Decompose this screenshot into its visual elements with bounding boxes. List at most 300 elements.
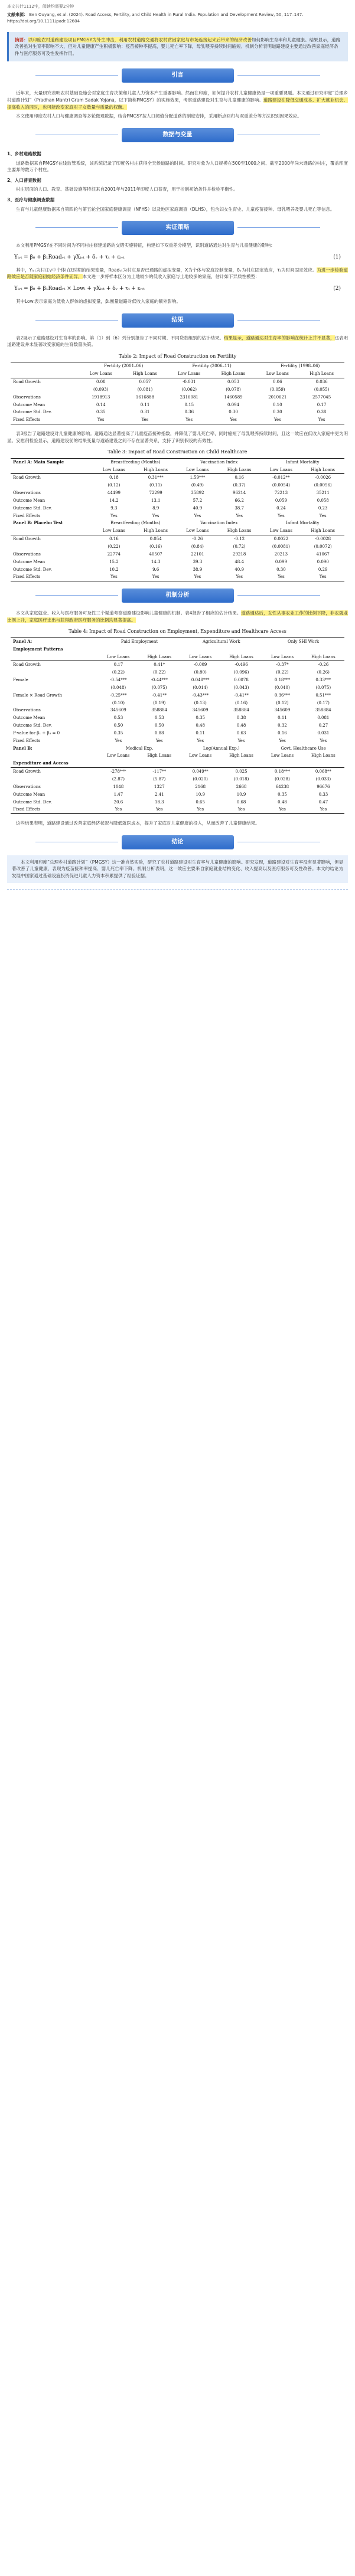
table-cell: (0.028) bbox=[275, 777, 290, 782]
table-group-header: Fertility (2006–11) bbox=[168, 362, 256, 370]
table-row bbox=[11, 416, 344, 424]
table-cell: (0.0081) bbox=[272, 544, 290, 549]
table-cell: 0.06 bbox=[256, 378, 299, 385]
table-se-row bbox=[11, 699, 344, 707]
table-subheader: Low Loans bbox=[102, 528, 125, 534]
table-subheader: High Loans bbox=[221, 371, 246, 377]
table-cell: 0.18*** bbox=[274, 678, 290, 683]
reading-time: 本文共计1112字，阅读约需要2分钟 bbox=[7, 4, 74, 9]
table-cell: 41067 bbox=[316, 551, 330, 557]
table-cell: 9.6 bbox=[152, 567, 159, 572]
table-group-header: Paid Employment bbox=[99, 638, 181, 645]
table-subheader-blank bbox=[11, 752, 99, 760]
table-row-label bbox=[11, 776, 99, 783]
data-subheading-2: 2、人口普查数据 bbox=[7, 177, 41, 183]
table-cell: 0.048*** bbox=[191, 678, 210, 683]
table-cell-blank bbox=[99, 646, 139, 653]
data-paragraph-1: 道路数据来自PMGSY在线监管系统，该系统记录了印度各村庄获得全天候道路的时间。研究对象为人口规模在500至1000之间、截至2000年尚未通路的村庄，覆盖印度主要邦的数万个村庄。 bbox=[7, 160, 348, 173]
table-cell: 0.23 bbox=[318, 505, 328, 511]
table-row bbox=[11, 558, 344, 566]
table-cell: Yes bbox=[152, 513, 159, 518]
table-cell: (0.033) bbox=[315, 777, 331, 782]
table-row-label: Fixed Effects bbox=[13, 738, 41, 743]
table-group-header-row bbox=[11, 745, 344, 753]
table-cell: (0.096) bbox=[233, 670, 249, 675]
table-row bbox=[11, 768, 344, 776]
table-cell: 96214 bbox=[233, 491, 246, 496]
table-cell: (0.22) bbox=[112, 670, 125, 675]
table-cell: (0.11) bbox=[149, 483, 162, 488]
table-cell: 72299 bbox=[149, 491, 162, 496]
table-cell: 0.35 bbox=[113, 730, 123, 735]
table-cell-blank bbox=[220, 760, 262, 767]
table-cell-blank bbox=[138, 760, 180, 767]
table-cell: Yes bbox=[237, 738, 245, 743]
table-cell: 0.68 bbox=[236, 799, 246, 805]
abstract-text-2: 如何影响生育率和儿童健康。结果显示，道路改善虽对生育率影响不大，但对儿童健康产生积极影响：疫苗接种率提高，婴儿死亡率下降，母乳喂养持续时间缩短。机制分析表明道路建设主要通过改善家庭经济条件与医疗服务可及性发挥作用。 bbox=[15, 37, 341, 56]
table-row-label: Outcome Std. Dev. bbox=[13, 505, 52, 511]
table-cell: 1.59*** bbox=[177, 474, 218, 482]
table-cell: 2168 bbox=[195, 784, 206, 789]
table-cell: 22101 bbox=[191, 551, 204, 557]
table-cell: (0.0072) bbox=[314, 544, 332, 549]
table-cell: (0.22) bbox=[108, 544, 120, 549]
table-cell: 0.090 bbox=[317, 559, 329, 564]
table-cell: 0.049** bbox=[180, 768, 220, 776]
table-row bbox=[11, 378, 344, 385]
table-group-header: Fertility (2001–06) bbox=[79, 362, 168, 370]
table-cell: 29218 bbox=[233, 551, 246, 557]
table-subheader: High Loans bbox=[144, 528, 168, 534]
table-cell: (0.0056) bbox=[314, 483, 332, 488]
table-group-header: Fertility (1998–06) bbox=[256, 362, 344, 370]
table-group-header: Breastfeeding (Months) bbox=[93, 458, 177, 466]
table-cell: Yes bbox=[260, 573, 301, 581]
conclusion-box bbox=[7, 855, 348, 883]
results-highlight: 结果显示，道路通达对生育率的影响在统计上并不显著， bbox=[223, 335, 335, 341]
table-cell: 0.88 bbox=[154, 730, 164, 735]
table-cell: -0.031 bbox=[168, 378, 211, 385]
table-cell: 0.025 bbox=[220, 768, 262, 776]
table-4-caption: Table 4: Impact of Road Construction on Employment, Expenditure and Healthcare Access bbox=[69, 629, 286, 635]
table-cell: -0.496 bbox=[220, 661, 262, 669]
table-row bbox=[11, 806, 344, 813]
table-cell: (0.059) bbox=[270, 387, 285, 392]
table-cell: 1918913 bbox=[92, 394, 110, 400]
table-subheader: Low Loans bbox=[89, 371, 112, 377]
table-row-label: P-value for β₁ + β₃ = 0 bbox=[13, 730, 60, 735]
table-cell: Yes bbox=[138, 806, 180, 813]
table-cell: 39.3 bbox=[193, 559, 203, 564]
results-text-1b: 这表明道路建设并未显著改变家庭的生育数量决策。 bbox=[7, 335, 349, 348]
table-cell-blank bbox=[220, 646, 262, 653]
table-group-header: Breastfeeding (Months) bbox=[110, 521, 161, 526]
table-cell: (0.062) bbox=[181, 387, 197, 392]
table-row bbox=[11, 799, 344, 806]
table-row bbox=[11, 573, 344, 581]
table-subheader: Low Loans bbox=[102, 467, 125, 472]
table-subheader-blank bbox=[11, 370, 79, 378]
table-cell: 0.36*** bbox=[274, 692, 290, 698]
abstract-highlight: 将农村贫困家庭与市场连接起来后带来的经济改善 bbox=[154, 37, 252, 43]
table-row-label: Road Growth bbox=[11, 474, 93, 482]
table-cell: 1460589 bbox=[224, 394, 243, 400]
table-cell: (0.0054) bbox=[272, 483, 290, 488]
table-subheader: High Loans bbox=[227, 528, 252, 534]
table-cell: 0.099 bbox=[275, 559, 287, 564]
table-cell: 0.32 bbox=[278, 723, 287, 728]
table-cell: (0.020) bbox=[193, 777, 208, 782]
strategy-paragraph-1: 本文利用PMGSY在不同时间为不同村庄修建道路的交错实施特征，构建如下双重差分模型，识别道路通达对生育与儿童健康的影响： bbox=[16, 243, 275, 249]
table-row-label: Observations bbox=[13, 551, 41, 557]
table-cell: 40.9 bbox=[235, 567, 244, 572]
table-cell: (0.72) bbox=[233, 544, 246, 549]
table-subheader: Low Loans bbox=[186, 528, 209, 534]
section-heading-data: 数据与变量 bbox=[122, 128, 234, 142]
table-group-header: Govt. Healthcare Use bbox=[281, 746, 326, 751]
table-row bbox=[11, 783, 344, 791]
results-paragraph-2: 表3报告了道路建设对儿童健康的影响。道路通达显著提高了儿童疫苗接种指数，并降低了婴儿死亡率，同时缩短了母乳喂养持续时间，且这一效应在低收入家庭中更为明显。安慰剂检验显示，道路建设前的结果变量与道路建设之间不存在显著关系，支持了识别假设的有效性。 bbox=[7, 431, 348, 443]
table-cell: 358884 bbox=[233, 708, 249, 713]
table-cell: Yes bbox=[220, 806, 262, 813]
table-subheader-blank bbox=[11, 527, 93, 535]
table-cell: 0.51*** bbox=[315, 692, 331, 698]
table-subheader: Low Loans bbox=[189, 753, 212, 759]
table-row-label bbox=[11, 669, 99, 676]
table-cell: 0.48 bbox=[236, 723, 246, 728]
table-cell: (0.075) bbox=[152, 685, 167, 690]
table-cell: 10.2 bbox=[109, 567, 119, 572]
table-subheader: High Loans bbox=[311, 467, 336, 472]
table-cell: -0.012** bbox=[260, 474, 301, 482]
table-cell: 0.14 bbox=[96, 402, 106, 407]
abstract-box bbox=[7, 32, 348, 62]
strategy-text-2: 其中，Yᵢᵥₜ为村庄v中个体i在t时期的结果变量，Roadᵥₜ为村庄是否已通路的虚拟变量，X为个体与家庭控制变量，δᵥ为村庄固定效应，τₜ为时间固定效应。 bbox=[16, 267, 317, 273]
table-cell: (0.055) bbox=[314, 387, 330, 392]
table-subheader-row bbox=[11, 527, 344, 535]
table-subheader-blank bbox=[11, 466, 93, 474]
table-row-label: Road Growth bbox=[11, 768, 99, 776]
table-subheader: High Loans bbox=[311, 753, 336, 759]
table-row bbox=[11, 676, 344, 684]
table-panel-label: Panel B: bbox=[13, 745, 32, 751]
table-row-label: Fixed Effects bbox=[11, 416, 79, 424]
section-heading-mechanism: 机制分析 bbox=[122, 589, 234, 603]
table-se-row bbox=[11, 669, 344, 676]
table-row-label: Outcome Std. Dev. bbox=[13, 723, 52, 728]
table-cell: 0.35 bbox=[278, 792, 287, 797]
table-cell: Yes bbox=[256, 416, 299, 424]
table-cell: 0.10 bbox=[273, 402, 282, 407]
table-cell: 1048 bbox=[113, 784, 124, 789]
intro-text-1: 近年来，大量研究表明农村基础设施会对家庭生育决策和儿童人力资本产生重要影响。然而在印度，如何提升农村儿童健康仍是一项重要课题。本文通过研究印度“总理乡村道路计划”（Pradhan Mantri Gram Sadak Yojana，以下简称PMGSY）的实施效果，考察道路建设对生育与儿童健康的影响。 bbox=[7, 90, 348, 103]
table-cell: 0.30 bbox=[276, 567, 286, 572]
table-subheader: Low Loans bbox=[186, 467, 209, 472]
table-cell-blank bbox=[262, 760, 302, 767]
table-cell: 66.2 bbox=[235, 498, 244, 503]
table-subheader: High Loans bbox=[311, 654, 336, 659]
table-cell-blank bbox=[180, 760, 220, 767]
table-subheader: Low Loans bbox=[189, 654, 212, 659]
table-cell: 2316081 bbox=[180, 394, 198, 400]
table-cell: (5.87) bbox=[153, 777, 166, 782]
table-subheader: High Loans bbox=[147, 654, 172, 659]
table-subheader: Low Loans bbox=[266, 371, 289, 377]
table-cell: -0.44*** bbox=[151, 678, 168, 683]
table-cell: 44499 bbox=[107, 491, 121, 496]
table-panel-label: Panel B: Placebo Test bbox=[13, 520, 63, 526]
table-row-label: Outcome Mean bbox=[13, 498, 45, 503]
table-row-label bbox=[11, 699, 99, 707]
intro-paragraph-2: 本文使用印度农村人口与健康调查等多轮微观数据，结合PMGSY按人口阈值分配道路的制度安排，采用断点回归与双重差分等方法识别因果效应。 bbox=[16, 113, 302, 119]
table-cell: Yes bbox=[177, 573, 218, 581]
table-group-header: Infant Mortality bbox=[260, 458, 344, 466]
table-cell: 57.2 bbox=[193, 498, 203, 503]
table-row-label: Fixed Effects bbox=[13, 513, 41, 518]
table-cell: (0.22) bbox=[153, 670, 166, 675]
table-cell: 14.2 bbox=[109, 498, 119, 503]
table-cell: (0.84) bbox=[191, 544, 204, 549]
table-cell: 20.6 bbox=[113, 799, 123, 805]
mechanism-text-1: 本文从家庭就业、收入与医疗服务可及性三个渠道考察道路建设影响儿童健康的机制。表4报告了相应的估计结果。 bbox=[16, 610, 242, 616]
table-panel-label bbox=[11, 362, 79, 370]
table-cell: 0.08 bbox=[79, 378, 122, 385]
table-group-header-row bbox=[11, 362, 344, 370]
table-cell: -0.26 bbox=[302, 661, 344, 669]
table-row bbox=[11, 730, 344, 737]
table-cell: -0.12 bbox=[218, 535, 261, 543]
citation bbox=[7, 12, 348, 25]
table-cell: 72213 bbox=[274, 491, 288, 496]
table-cell: (0.048) bbox=[110, 685, 126, 690]
table-cell: -0.43*** bbox=[191, 692, 209, 698]
table-cell: 38.7 bbox=[235, 505, 244, 511]
end-divider bbox=[7, 889, 348, 890]
table-group-header: Vaccination Index bbox=[200, 521, 238, 526]
table-group-header: Only SHI Work bbox=[262, 638, 344, 645]
table-2-caption: Table 2: Impact of Road Construction on Fertility bbox=[118, 353, 237, 359]
table-cell: -117** bbox=[138, 768, 180, 776]
data-subheading-3: 3、医疗与健康调查数据 bbox=[7, 197, 55, 203]
table-row bbox=[11, 714, 344, 722]
table-panel-label: Panel A: Main Sample bbox=[11, 458, 93, 466]
table-group-header-row bbox=[11, 638, 344, 645]
abstract-label: 摘要： bbox=[15, 37, 28, 43]
table-subheader-row bbox=[11, 370, 344, 378]
article-header bbox=[0, 0, 355, 27]
table-cell: (0.040) bbox=[275, 685, 290, 690]
results-paragraph-1 bbox=[0, 334, 355, 349]
table-cell: 9.3 bbox=[110, 505, 118, 511]
table-row bbox=[11, 737, 344, 745]
table-subheader: Low Loans bbox=[107, 753, 130, 759]
table-group-header: Infant Mortality bbox=[285, 521, 320, 526]
table-cell: 0.094 bbox=[227, 402, 240, 407]
table-cell: Yes bbox=[134, 573, 177, 581]
table-group-header: Vaccination Index bbox=[177, 458, 261, 466]
table-3 bbox=[11, 458, 344, 582]
table-cell-blank bbox=[180, 646, 220, 653]
table-cell: Yes bbox=[197, 738, 204, 743]
table-row-label: Fixed Effects bbox=[11, 806, 99, 813]
table-cell: 0.11 bbox=[278, 715, 287, 721]
table-subheader: High Loans bbox=[311, 528, 336, 534]
table-cell: 40507 bbox=[149, 551, 162, 557]
table-cell: (0.16) bbox=[235, 700, 248, 705]
table-cell: (0.80) bbox=[194, 670, 207, 675]
article-page bbox=[0, 0, 355, 898]
table-cell: Yes bbox=[211, 416, 256, 424]
table-3-caption: Table 3: Impact of Road Construction on Child Healthcare bbox=[108, 449, 247, 455]
table-row-label: Observations bbox=[13, 491, 41, 496]
table-row bbox=[11, 535, 344, 543]
table-cell: (0.17) bbox=[317, 700, 330, 705]
table-cell: 0.47 bbox=[318, 799, 328, 805]
table-row bbox=[11, 566, 344, 574]
table-cell: -0.0028 bbox=[301, 535, 344, 543]
table-cell: 0.53 bbox=[154, 715, 164, 721]
table-cell: 345609 bbox=[110, 708, 126, 713]
table-cell: 35892 bbox=[191, 491, 204, 496]
table-cell: 0.41* bbox=[138, 661, 180, 669]
table-row bbox=[11, 394, 344, 401]
section-heading-results: 结果 bbox=[122, 313, 234, 328]
table-cell: 35211 bbox=[316, 491, 330, 496]
table-cell: 18.3 bbox=[154, 799, 164, 805]
table-cell: (0.12) bbox=[108, 483, 120, 488]
table-row bbox=[11, 497, 344, 505]
table-cell: 0.24 bbox=[276, 505, 286, 511]
table-row-label: Outcome Mean bbox=[13, 792, 45, 797]
table-cell: Yes bbox=[262, 806, 302, 813]
table-cell: 0.29 bbox=[318, 567, 328, 572]
table-cell-blank bbox=[138, 646, 180, 653]
section-heading-strategy: 实证策略 bbox=[122, 221, 234, 235]
table-cell: 0.11 bbox=[196, 730, 205, 735]
table-cell: 0.0022 bbox=[260, 535, 301, 543]
table-cell-blank bbox=[302, 646, 344, 653]
table-cell: (2.87) bbox=[112, 777, 125, 782]
results-text-1: 表2展示了道路建设对生育率的影响。第（1）到（6）列分别报告了不同时期、不同贷款组别的估计结果。 bbox=[16, 335, 224, 341]
table-cell: 0.059 bbox=[275, 498, 287, 503]
table-cell: 0.17 bbox=[99, 661, 139, 669]
table-subheader-blank bbox=[11, 653, 99, 661]
doi-link[interactable]: https://doi.org/10.1111/padr.12604 bbox=[7, 18, 80, 24]
table-panel-subtitle: Employment Patterns bbox=[13, 646, 63, 652]
table-subheader: High Loans bbox=[147, 753, 172, 759]
equation-1 bbox=[0, 250, 355, 266]
table-cell: Yes bbox=[299, 416, 344, 424]
table-cell: (0.093) bbox=[93, 387, 109, 392]
table-cell: Yes bbox=[168, 416, 211, 424]
strategy-text-3: 本文进一步将样本区分为土地较少的低收入家庭与土地较多的家庭，估计如下异质性模型： bbox=[82, 274, 260, 280]
table-row bbox=[11, 408, 344, 416]
table-cell: Yes bbox=[180, 806, 220, 813]
table-row-label: Outcome Std. Dev. bbox=[13, 410, 52, 415]
table-row-label bbox=[11, 386, 79, 394]
table-cell: Yes bbox=[194, 513, 201, 518]
table-subheader-row bbox=[11, 466, 344, 474]
table-cell: 0.48 bbox=[278, 799, 287, 805]
table-subheader: High Loans bbox=[229, 753, 253, 759]
table-cell: -278*** bbox=[99, 768, 139, 776]
table-cell: 2668 bbox=[236, 784, 247, 789]
table-row-label: Outcome Mean bbox=[13, 559, 45, 564]
table-cell: (0.014) bbox=[193, 685, 208, 690]
table-cell: 2.41 bbox=[154, 792, 164, 797]
table-cell: 38.9 bbox=[193, 567, 203, 572]
table-row bbox=[11, 661, 344, 669]
table-subheader: High Loans bbox=[310, 371, 334, 377]
table-panel-subtitle-row bbox=[11, 760, 344, 767]
table-cell: -0.41** bbox=[234, 692, 249, 698]
table-panel-subtitle: Expenditure and Access bbox=[13, 760, 69, 766]
table-row bbox=[11, 401, 344, 409]
table-cell: (0.078) bbox=[226, 387, 241, 392]
table-cell: 358884 bbox=[151, 708, 168, 713]
table-se-row bbox=[11, 776, 344, 783]
equation-2 bbox=[0, 282, 355, 297]
table-row-label: Observations bbox=[13, 784, 41, 789]
table-cell: 10.9 bbox=[196, 792, 205, 797]
table-cell: -0.009 bbox=[180, 661, 220, 669]
table-cell: -0.0026 bbox=[301, 474, 344, 482]
table-cell: 0.058 bbox=[317, 498, 329, 503]
table-subheader-row bbox=[11, 752, 344, 760]
abstract-text-1: 以印度农村道路建设项目PMGSY为外生冲击，利用农村道路交通 bbox=[28, 37, 155, 43]
table-row bbox=[11, 551, 344, 558]
table-cell: Yes bbox=[319, 513, 327, 518]
table-group-header-row bbox=[11, 519, 344, 527]
table-cell: (0.10) bbox=[112, 700, 125, 705]
section-heading-intro: 引言 bbox=[122, 68, 234, 83]
table-2 bbox=[11, 362, 344, 424]
table-row-label bbox=[11, 482, 93, 489]
table-subheader: Low Loans bbox=[271, 654, 294, 659]
table-se-row bbox=[11, 386, 344, 394]
table-row-label: Outcome Mean bbox=[13, 402, 45, 407]
data-paragraph-2: 村庄层面的人口、教育、基础设施等特征来自2001年与2011年印度人口普查，用于控制初始条件并检验平衡性。 bbox=[16, 187, 238, 192]
table-cell: 22774 bbox=[107, 551, 121, 557]
table-cell: Yes bbox=[320, 738, 327, 743]
table-cell: Yes bbox=[302, 806, 344, 813]
table-cell: (0.075) bbox=[315, 685, 331, 690]
table-cell: 0.057 bbox=[122, 378, 168, 385]
table-cell: 0.031 bbox=[317, 730, 330, 735]
table-cell: 0.63 bbox=[236, 730, 246, 735]
table-se-row bbox=[11, 482, 344, 489]
table-cell: Yes bbox=[301, 573, 344, 581]
conclusion-paragraph: 本文利用印度“总理乡村道路计划”（PMGSY）这一准自然实验，研究了农村道路建设对生育率与儿童健康的影响。研究发现，道路建设对生育率没有显著影响，但显著改善了儿童健康，表现为疫苗接种率提高、婴儿死亡率下降。机制分析表明，这一效应主要来自家庭就业结构变化、收入提高以及医疗服务可及性改善。本文的结论为发展中国家通过基础设施投资促进儿童人力资本积累提供了经验证据。 bbox=[12, 859, 343, 879]
table-cell: 0.65 bbox=[196, 799, 205, 805]
table-row-label: Observations bbox=[13, 708, 41, 713]
table-cell: Yes bbox=[79, 416, 122, 424]
table-cell: 0.054 bbox=[134, 535, 177, 543]
table-row-label: Observations bbox=[13, 394, 41, 400]
table-subheader: Low Loans bbox=[107, 654, 130, 659]
table-cell: 345609 bbox=[274, 708, 291, 713]
table-cell: Yes bbox=[122, 416, 168, 424]
table-group-header: Log(Annual Exp.) bbox=[203, 746, 240, 751]
table-subheader: Low Loans bbox=[271, 753, 294, 759]
table-cell: 40.9 bbox=[193, 505, 203, 511]
table-cell: 1616888 bbox=[135, 394, 155, 400]
table-row-label: Road Growth bbox=[11, 661, 99, 669]
table-row-label: Road Growth bbox=[11, 535, 93, 543]
data-paragraph-3: 生育与儿童健康数据来自第四轮与第五轮全国家庭健康调查（NFHS）以及地区家庭调查（DLHS），包含妇女生育史、儿童疫苗接种、母乳喂养及婴儿死亡等信息。 bbox=[16, 206, 335, 212]
table-cell: (0.22) bbox=[276, 670, 289, 675]
table-cell: Yes bbox=[93, 573, 134, 581]
